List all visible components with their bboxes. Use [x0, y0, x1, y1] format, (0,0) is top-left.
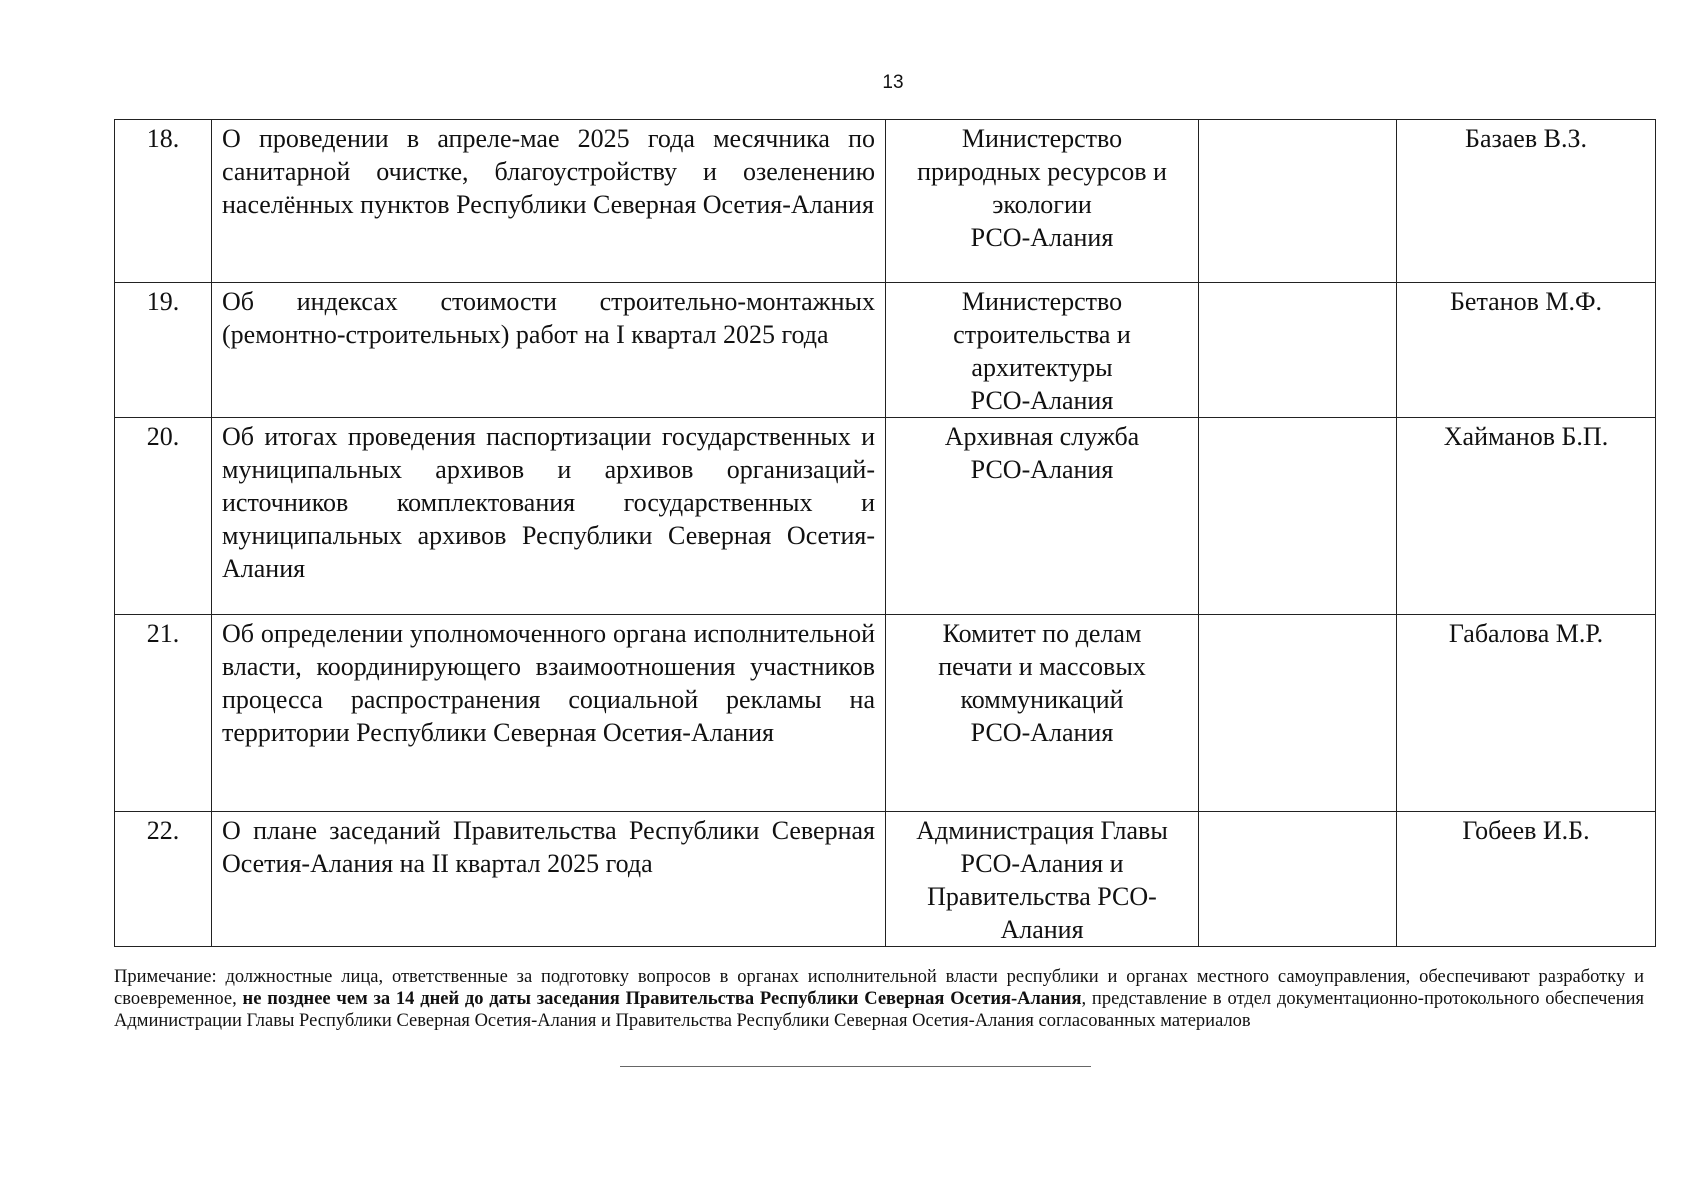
organization-line: Министерство — [961, 124, 1123, 153]
footnote-deadline: не позднее чем за 14 дней до даты заседания Правительства Республики Северная Осетия-Алания — [242, 989, 1082, 1009]
empty-cell — [1199, 812, 1397, 947]
agenda-item-title: О проведении в апреле-мае 2025 года месячника по санитарной очистке, благоустройству и озеленению населённых пунктов Республики Северная Осетия-Алания — [212, 120, 886, 283]
organization-line: Администрация Главы — [916, 816, 1168, 845]
responsible-organization — [886, 283, 1199, 418]
responsible-person: Базаев В.З. — [1397, 120, 1656, 283]
agenda-table — [114, 119, 1656, 947]
organization-line: РСО-Алания — [970, 455, 1114, 484]
organization-line: Алания — [1000, 915, 1084, 944]
page-number: 13 — [882, 72, 904, 93]
organization-line: коммуникаций — [960, 685, 1124, 714]
row-number: 22. — [115, 812, 212, 947]
responsible-person: Габалова М.Р. — [1397, 615, 1656, 812]
organization-line: печати и массовых — [938, 652, 1146, 681]
row-number: 21. — [115, 615, 212, 812]
empty-cell — [1199, 418, 1397, 615]
agenda-item-title: О плане заседаний Правительства Республики Северная Осетия-Алания на II квартал 2025 года — [212, 812, 886, 947]
table-row — [115, 418, 1656, 615]
organization-line: РСО-Алания и — [960, 849, 1124, 878]
row-number: 20. — [115, 418, 212, 615]
table-row — [115, 283, 1656, 418]
organization-line: строительства и — [953, 320, 1131, 349]
footnote-text: , представление в отдел документационно-протокольного обеспечения Администрации Главы Республики Северная Осетия-Алания и Правительства Республики Северная Осетия-Алания согласованных материалов — [114, 989, 1645, 1031]
empty-cell — [1199, 615, 1397, 812]
responsible-person: Хайманов Б.П. — [1397, 418, 1656, 615]
divider-line — [620, 1066, 1091, 1067]
footnote — [114, 966, 1644, 1032]
responsible-person: Гобеев И.Б. — [1397, 812, 1656, 947]
organization-line: РСО-Алания — [970, 223, 1114, 252]
table-row — [115, 812, 1656, 947]
organization-line: Комитет по делам — [942, 619, 1142, 648]
table-row — [115, 120, 1656, 283]
responsible-organization — [886, 812, 1199, 947]
organization-line: Архивная служба — [944, 422, 1140, 451]
organization-line: РСО-Алания — [970, 718, 1114, 747]
agenda-item-title: Об индексах стоимости строительно-монтажных (ремонтно-строительных) работ на I квартал 2025 года — [212, 283, 886, 418]
agenda-item-title: Об определении уполномоченного органа исполнительной власти, координирующего взаимоотношения участников процесса распространения социальной рекламы на территории Республики Северная Осетия-Алания — [212, 615, 886, 812]
organization-line: природных ресурсов и — [917, 157, 1167, 186]
empty-cell — [1199, 120, 1397, 283]
agenda-item-title: Об итогах проведения паспортизации государственных и муниципальных архивов и архивов организаций-источников комплектования государственных и муниципальных архивов Республики Северная Осетия-Алания — [212, 418, 886, 615]
row-number: 18. — [115, 120, 212, 283]
table-row — [115, 615, 1656, 812]
responsible-organization — [886, 418, 1199, 615]
organization-line: Министерство — [961, 287, 1123, 316]
organization-line: архитектуры — [971, 353, 1113, 382]
row-number: 19. — [115, 283, 212, 418]
organization-line: Правительства РСО- — [927, 882, 1157, 911]
responsible-organization — [886, 615, 1199, 812]
organization-line: экологии — [992, 190, 1092, 219]
empty-cell — [1199, 283, 1397, 418]
responsible-person: Бетанов М.Ф. — [1397, 283, 1656, 418]
organization-line: РСО-Алания — [970, 386, 1114, 415]
footnote-text: Примечание: должностные лица, ответственные за подготовку вопросов в органах исполнительной власти республики и органах местного самоуправления, обеспечивают разработку и своевременное, — [114, 967, 1644, 1009]
responsible-organization — [886, 120, 1199, 283]
